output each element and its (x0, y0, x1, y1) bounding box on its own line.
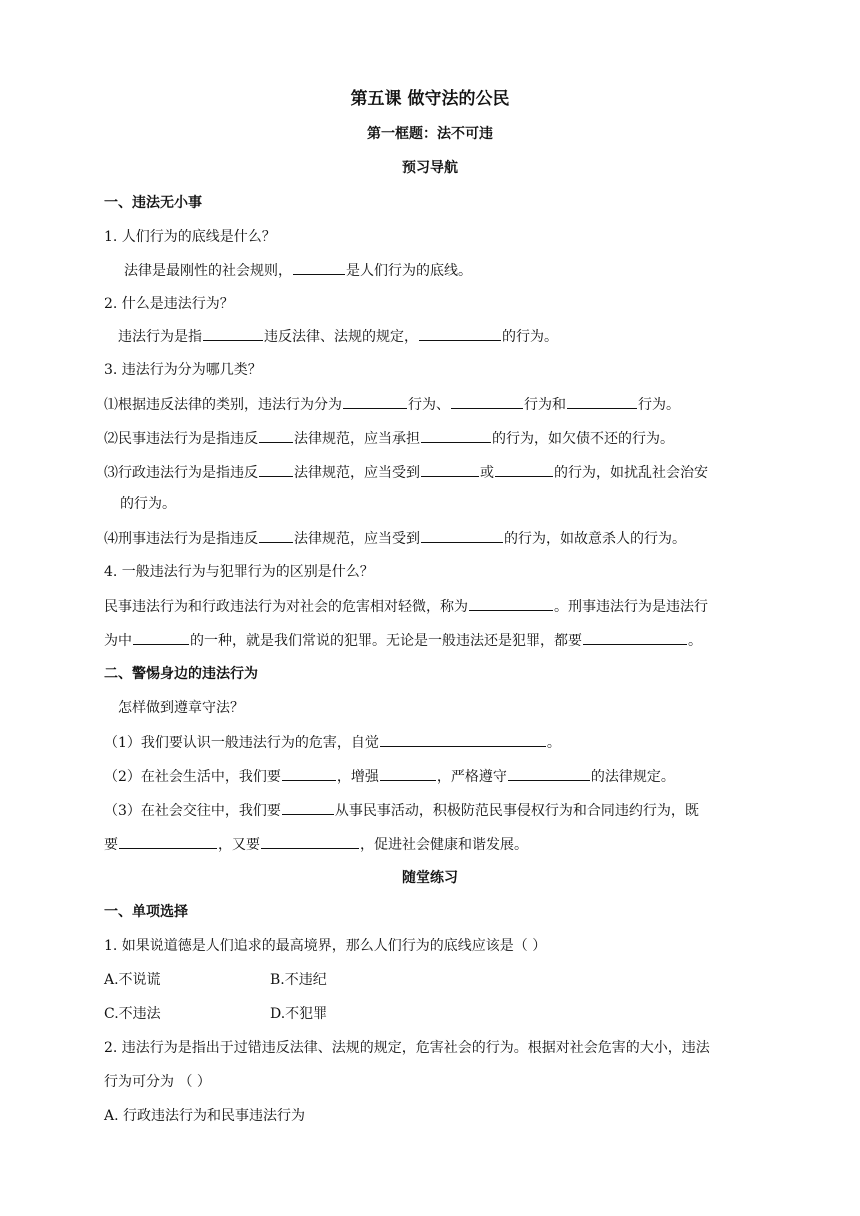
multiple-choice-heading: 一、单项选择 (104, 904, 188, 920)
question-4: 4. 一般违法行为与犯罪行为的区别是什么？ (104, 564, 374, 580)
question-3: 3. 违法行为分为哪几类？ (104, 362, 262, 378)
mc-question-2-line-1: 2. 违法行为是指出于过错违反法律、法规的规定，危害社会的行为。根据对社会危害的大小，违法 (104, 1040, 710, 1056)
mc-question-1-option-c: C.不违法 (104, 1006, 161, 1022)
part2-item-3-line-1: （3）在社会交往中，我们要 从事民事活动，积极防范民事侵权行为和合同违约行为，既 (104, 800, 699, 821)
lesson-subtitle: 第一框题：法不可违 (367, 126, 493, 142)
part2-item-2: （2）在社会生活中，我们要 ，增强 ，严格遵守 的法律规定。 (104, 766, 675, 787)
mc-question-2-line-2: 行为可分为 （ ） (104, 1074, 211, 1090)
part2-question: 怎样做到遵章守法？ (118, 700, 244, 716)
question-2-answer: 违法行为是指 违反法律、法规的规定， 的行为。 (118, 326, 558, 347)
question-2: 2. 什么是违法行为？ (104, 296, 234, 312)
question-3-item-4: ⑷刑事违法行为是指违反 法律规范，应当受到 的行为，如故意杀人的行为。 (104, 528, 686, 549)
part2-heading: 二、警惕身边的违法行为 (104, 666, 258, 682)
question-3-item-2: ⑵民事违法行为是指违反 法律规范，应当承担 的行为，如欠债不还的行为。 (104, 428, 674, 449)
mc-question-2-option-a: A. 行政违法行为和民事违法行为 (104, 1108, 306, 1124)
mc-question-1-option-a: A.不说谎 (104, 972, 161, 988)
question-4-answer-line-2: 为中 的一种，就是我们常说的犯罪。无论是一般违法还是犯罪，都要 。 (104, 630, 702, 651)
part2-item-1: （1）我们要认识一般违法行为的危害，自觉 。 (104, 732, 561, 753)
part2-item-3-line-2: 要 ，又要 ，促进社会健康和谐发展。 (104, 834, 528, 855)
mc-question-1-option-b: B.不违纪 (270, 972, 327, 988)
question-4-answer-line-1: 民事违法行为和行政违法行为对社会的危害相对轻微，称为 。刑事违法行为是违法行 (104, 596, 708, 617)
question-1-answer: 法律是最刚性的社会规则， 是人们行为的底线。 (124, 260, 472, 281)
mc-question-1: 1. 如果说道德是人们追求的最高境界，那么人们行为的底线应该是（ ） (104, 938, 547, 954)
question-3-item-1: ⑴根据违反法律的类别，违法行为分为 行为、 行为和 行为。 (104, 394, 680, 415)
section-practice-heading: 随堂练习 (402, 870, 458, 886)
part1-heading: 一、违法无小事 (104, 195, 202, 211)
question-3-item-3-cont: 的行为。 (120, 496, 176, 512)
question-1: 1. 人们行为的底线是什么？ (104, 229, 276, 245)
mc-question-1-option-d: D.不犯罪 (270, 1006, 328, 1022)
lesson-title: 第五课 做守法的公民 (350, 89, 510, 109)
section-preview-heading: 预习导航 (402, 160, 458, 176)
question-3-item-3: ⑶行政违法行为是指违反 法律规范，应当受到 或 的行为，如扰乱社会治安 (104, 462, 708, 483)
